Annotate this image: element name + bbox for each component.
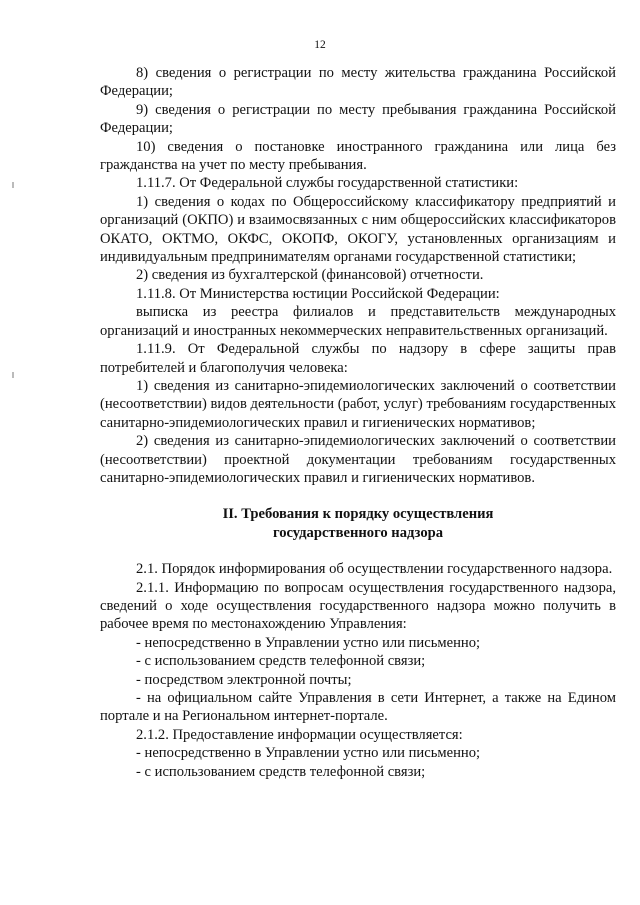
list-item: - непосредственно в Управлении устно или письменно; (136, 745, 481, 762)
margin-mark (12, 372, 14, 378)
document-body (100, 64, 616, 781)
paragraph: 1) сведения из санитарно-эпидемиологических заключений о соответствии (несоответствии) видов деятельности (работ, услуг) требованиям государственных санитарно-эпидемиологических правил и гигиенических нормативов; (100, 377, 616, 431)
paragraph: 10) сведения о постановке иностранного гражданина или лица без гражданства на учет по месту пребывания. (100, 138, 616, 174)
paragraph: 2.1.2. Предоставление информации осуществляется: (136, 726, 463, 743)
paragraph: 2) сведения из бухгалтерской (финансовой) отчетности. (136, 267, 484, 284)
list-item: - посредством электронной почты; (136, 671, 352, 688)
paragraph: 1.11.8. От Министерства юстиции Российской Федерации: (136, 285, 500, 302)
paragraph: 8) сведения о регистрации по месту жительства гражданина Российской Федерации; (100, 65, 616, 100)
section-heading-line: II. Требования к порядку осуществления (222, 506, 494, 523)
list-item: - с использованием средств телефонной связи; (136, 653, 426, 670)
paragraph: 2.1. Порядок информирования об осуществлении государственного надзора. (136, 561, 613, 578)
section-heading (100, 505, 616, 542)
paragraph: 1) сведения о кодах по Общероссийскому классификатору предприятий и организаций (ОКПО) и взаимосвязанных с ним общероссийских классификаторов ОКАТО, ОКТМО, ОКФС, ОКОПФ, ОКОГУ, установленных организациям и индивидуальным предпринимателям органами государственной статистики; (100, 193, 616, 266)
paragraph: 9) сведения о регистрации по месту пребывания гражданина Российской Федерации; (100, 101, 616, 137)
paragraph: 2.1.1. Информацию по вопросам осуществления государственного надзора, сведений о ходе осуществления государственного надзора можно получить в рабочее время по местонахождению Управления: (100, 579, 616, 633)
section-heading-line: государственного надзора (272, 524, 444, 541)
paragraph: 2) сведения из санитарно-эпидемиологических заключений о соответствии (несоответствии) проектной документации требованиям государственных санитарно-эпидемиологических правил и гигиенических нормативов. (100, 433, 616, 486)
paragraph: 1.11.9. От Федеральной службы по надзору в сфере защиты прав потребителей и благополучия человека: (100, 341, 616, 376)
paragraph: выписка из реестра филиалов и представительств международных организаций и иностранных некоммерческих неправительственных организаций. (100, 304, 616, 339)
paragraph: - на официальном сайте Управления в сети Интернет, а также на Едином портале и на Региональном интернет-портале. (100, 690, 616, 725)
page-number: 12 (314, 39, 326, 51)
list-item: - непосредственно в Управлении устно или письменно; (136, 634, 481, 651)
margin-mark (12, 182, 14, 188)
list-item: - с использованием средств телефонной связи; (136, 763, 426, 780)
paragraph: 1.11.7. От Федеральной службы государственной статистики: (136, 175, 519, 192)
